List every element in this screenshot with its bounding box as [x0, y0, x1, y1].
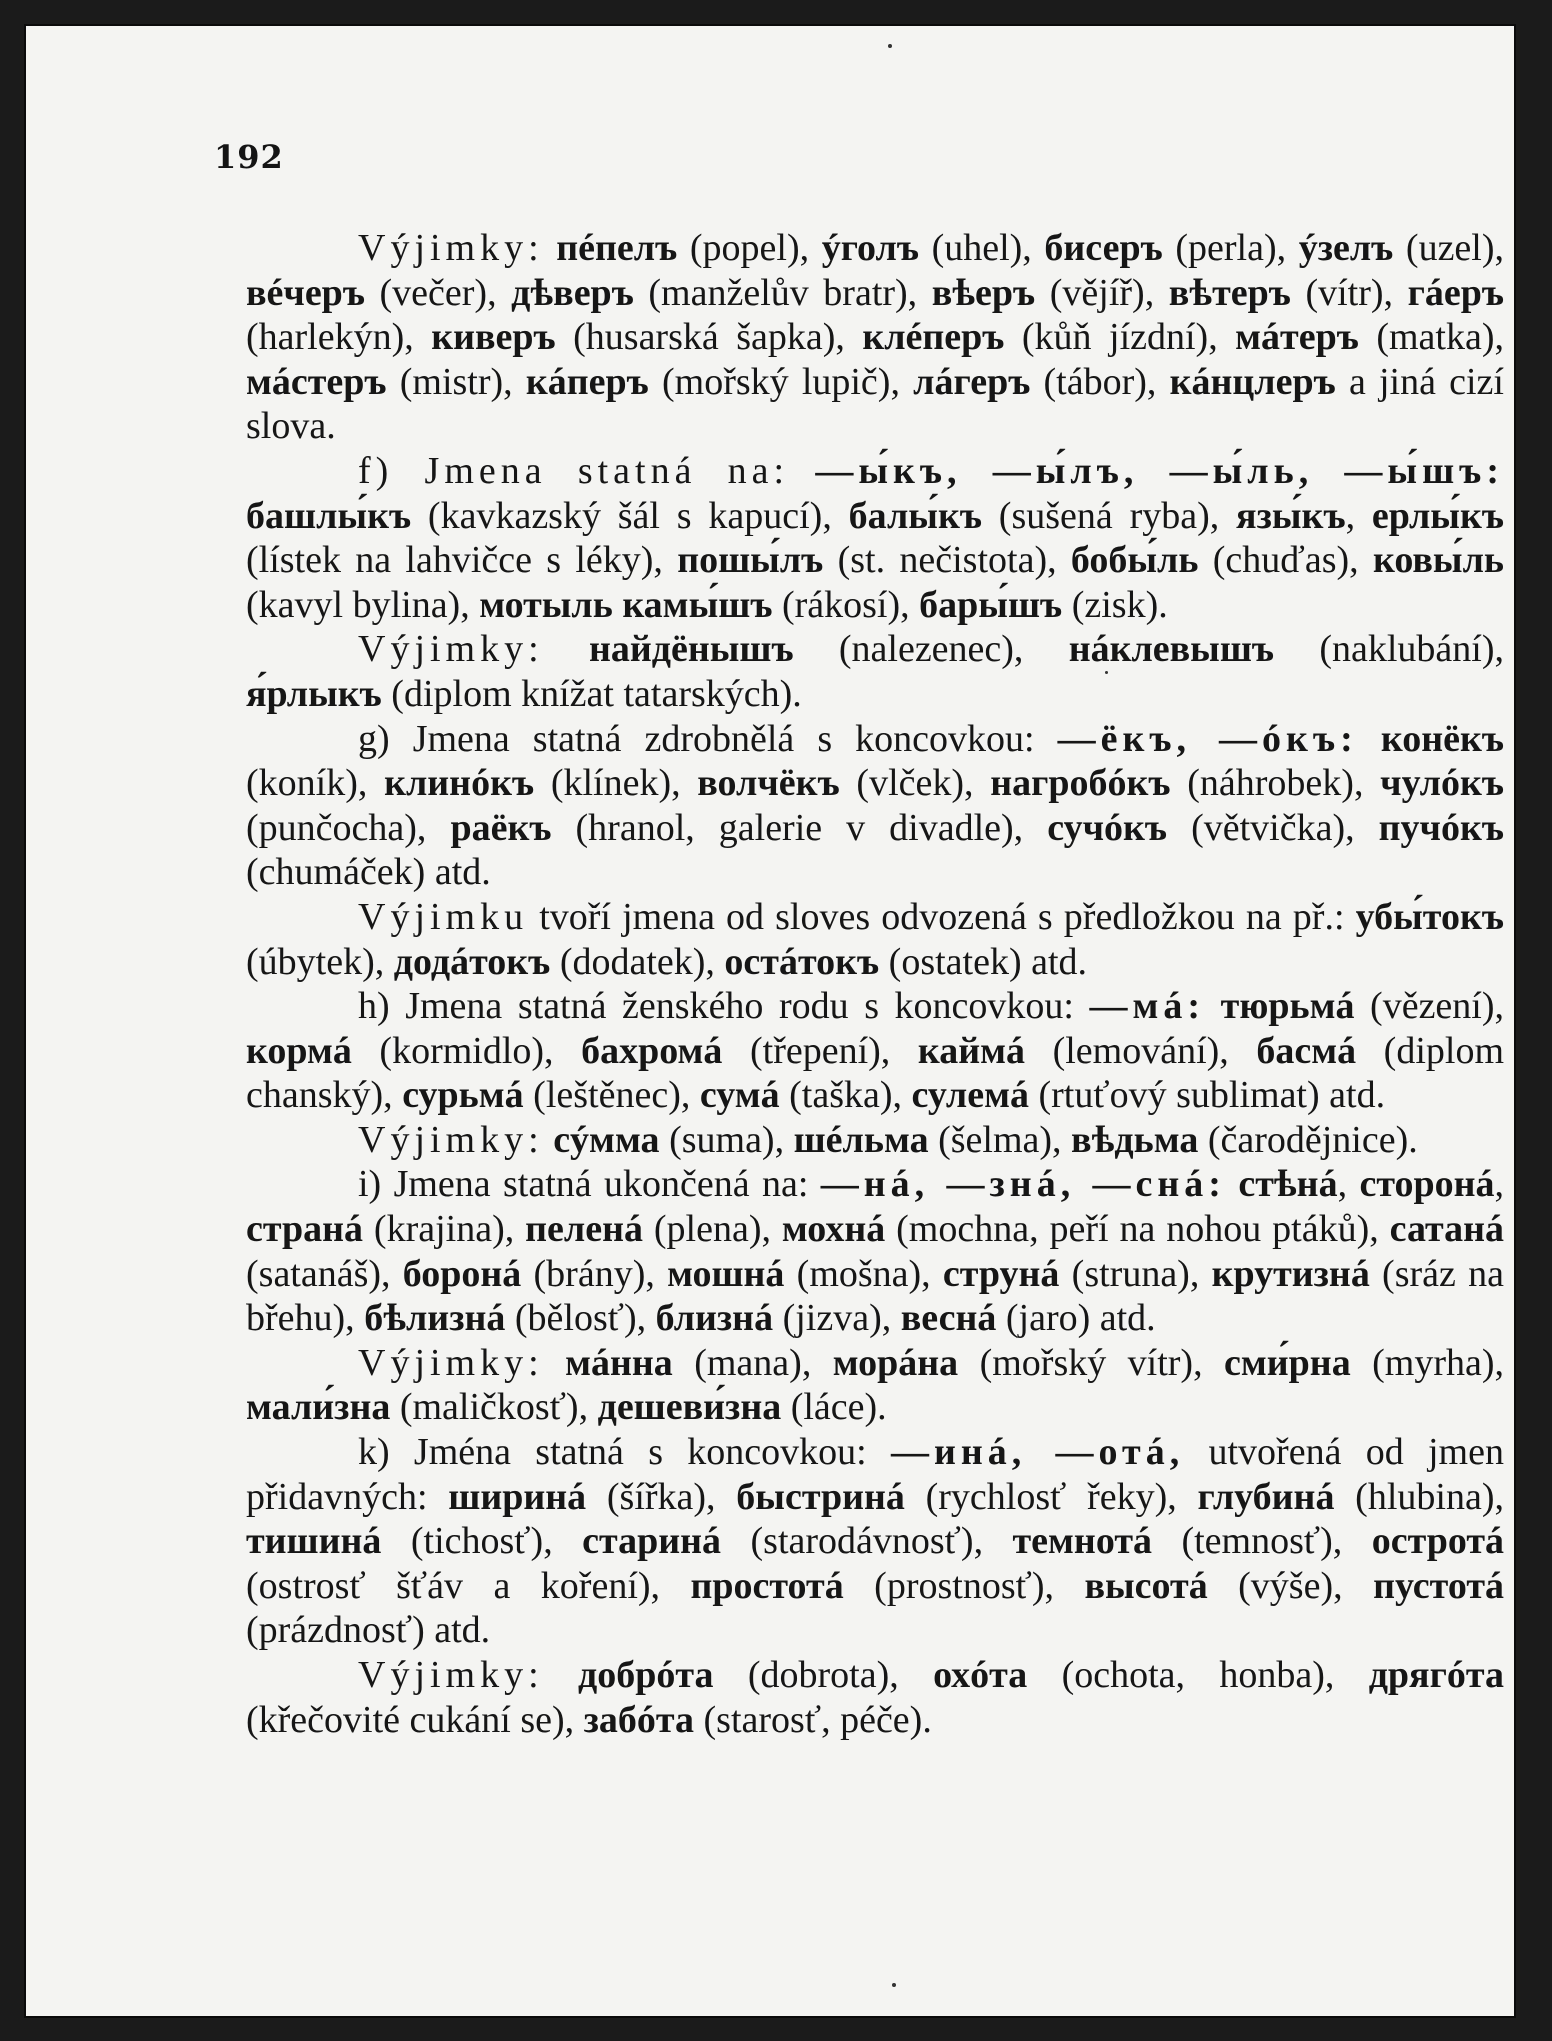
russian-term: убы́токъ: [1355, 895, 1504, 938]
russian-term: сýмма: [553, 1118, 660, 1161]
russian-term: стаpинá: [582, 1520, 722, 1563]
text-run: (chumáček) atd.: [246, 851, 491, 894]
russian-term: нагробóкъ: [990, 762, 1171, 805]
print-speck: [888, 44, 892, 48]
text-run: (větvička),: [1167, 806, 1379, 849]
russian-term: пучóкъ: [1378, 806, 1504, 849]
text-run: (dobrota),: [713, 1654, 934, 1696]
russian-term: —нá, —знá, —снá:: [820, 1163, 1226, 1206]
text-run: (koník),: [246, 762, 385, 805]
text-run: [544, 1342, 565, 1384]
text-run: (popel),: [677, 227, 822, 269]
paragraph: [246, 1653, 1504, 1742]
text-run: [544, 1119, 554, 1161]
text-run: (jizva),: [773, 1297, 901, 1340]
russian-term: морáна: [832, 1341, 959, 1384]
text-run: (suma),: [659, 1118, 794, 1161]
text-run: (diplom knížat tatarských).: [381, 672, 802, 715]
russian-term: тюрьмá: [1220, 985, 1355, 1028]
russian-term: сторонá: [1359, 1163, 1495, 1206]
russian-term: клéперъ: [862, 316, 1005, 359]
text-run: (ostatek) atd.: [879, 940, 1088, 983]
text-run: (rtuťový sublimat) atd.: [1029, 1074, 1386, 1117]
russian-term: темнотá: [1012, 1520, 1152, 1563]
text-run: [544, 1654, 578, 1696]
text-run: (brány),: [521, 1252, 668, 1295]
russian-term: пустотá: [1373, 1564, 1504, 1607]
russian-term: ерлы́къ: [1371, 494, 1504, 537]
text-run: (klínek),: [534, 762, 698, 805]
russian-term: камы́шъ: [622, 583, 773, 626]
text-run: (satanáš),: [246, 1252, 403, 1295]
russian-term: близнá: [655, 1297, 774, 1340]
russian-term: басмá: [1256, 1029, 1357, 1072]
text-run: (naklubání),: [1274, 628, 1504, 671]
text-run: (zisk).: [1062, 583, 1168, 626]
text-run: [613, 584, 623, 626]
russian-term: тишинá: [246, 1520, 382, 1563]
russian-term: струнá: [942, 1252, 1060, 1295]
text-run: ,: [1494, 1163, 1505, 1206]
text-run: (krajina),: [363, 1208, 526, 1251]
russian-term: сатанá: [1389, 1208, 1505, 1251]
text-run: (struna),: [1059, 1252, 1212, 1295]
book-page: [26, 26, 1514, 2016]
text-run: (vějíř),: [1035, 271, 1169, 314]
text-run: (prostnosť),: [843, 1564, 1085, 1607]
print-speck: [892, 1983, 896, 1987]
text-run: utvořená od jmen přidavných:: [246, 1431, 1504, 1518]
russian-term: мáтеръ: [1235, 316, 1359, 359]
text-run: (vítr),: [1290, 271, 1408, 314]
russian-term: веснá: [900, 1297, 997, 1340]
text-run: [1226, 1163, 1238, 1205]
russian-term: остáтокъ: [724, 940, 880, 983]
text-run: (myrha),: [1350, 1341, 1505, 1384]
russian-term: кормá: [246, 1029, 352, 1072]
paragraph: [246, 1341, 1504, 1430]
russian-term: крутизнá: [1211, 1252, 1370, 1295]
russian-term: пошы́лъ: [677, 539, 824, 582]
russian-term: мáстеръ: [246, 360, 387, 403]
text-run: (láce).: [781, 1386, 887, 1429]
paragraph: [246, 984, 1504, 1118]
russian-term: бобы́ль: [1070, 539, 1199, 582]
text-run: (šířka),: [586, 1475, 737, 1518]
russian-term: простотá: [690, 1564, 844, 1607]
text-run: [789, 450, 815, 492]
text-run: (šelma),: [928, 1118, 1072, 1161]
text-run: Výjimky:: [358, 1654, 544, 1696]
paragraph: [246, 449, 1504, 627]
russian-term: глубинá: [1197, 1475, 1335, 1518]
text-run: (lemování),: [1025, 1029, 1257, 1072]
russian-term: вéчеръ: [246, 271, 365, 314]
text-run: [1358, 718, 1381, 760]
paragraph: [246, 895, 1504, 984]
russian-term: сурьмá: [402, 1074, 524, 1117]
text-run: h) Jmena statná ženského rodu s koncovkou:: [358, 985, 1090, 1028]
russian-term: чулóкъ: [1380, 762, 1504, 805]
russian-term: башлы́къ: [246, 494, 412, 537]
russian-term: ширинá: [448, 1475, 587, 1518]
text-run: (ochota, honba),: [1027, 1654, 1369, 1696]
text-run: (diplom chanský),: [246, 1029, 1505, 1117]
text-run: (hranol, galerie v divadle),: [551, 806, 1048, 849]
russian-term: бисеръ: [1044, 227, 1163, 269]
russian-term: бары́шъ: [919, 583, 1063, 626]
russian-term: —инá, —отá,: [890, 1431, 1185, 1474]
russian-term: охóта: [933, 1654, 1028, 1696]
russian-term: сулемá: [911, 1074, 1029, 1117]
text-run: (uzel),: [1393, 227, 1505, 269]
russian-term: остротá: [1371, 1520, 1504, 1563]
russian-term: мáнна: [565, 1341, 673, 1384]
text-run: i) Jmena statná ukončená na:: [358, 1163, 821, 1206]
text-run: (starosť, péče).: [694, 1698, 932, 1741]
russian-term: найдёнышъ: [588, 628, 794, 671]
russian-term: стѣнá: [1238, 1163, 1338, 1206]
text-run: (třepení),: [722, 1029, 918, 1072]
text-run: (dodatek),: [550, 940, 725, 983]
text-run: k) Jména statná s koncovkou:: [358, 1431, 891, 1474]
russian-term: додáтокъ: [393, 940, 551, 983]
text-run: (sušená ryba),: [982, 494, 1237, 537]
text-run: (mořský vítr),: [958, 1341, 1225, 1384]
text-run: (večer),: [364, 271, 512, 314]
text-run: (čarodějnice).: [1198, 1118, 1418, 1161]
russian-term: ковы́ль: [1372, 539, 1505, 582]
text-run: (mana),: [672, 1341, 833, 1384]
russian-term: забóта: [583, 1698, 695, 1741]
russian-term: шéльма: [793, 1118, 929, 1161]
text-run: (taška),: [779, 1074, 912, 1117]
text-run: (husarská šapka),: [555, 316, 863, 359]
text-run: tvoří jmena od sloves odvozená s předložkou na př.:: [528, 895, 1356, 938]
russian-term: сумá: [699, 1074, 780, 1117]
text-run: (punčocha),: [246, 806, 451, 849]
russian-term: —ы́къ, —ы́лъ, —ы́ль, —ы́шъ:: [815, 449, 1504, 492]
text-run: (lístek na lahvičce s léky),: [246, 539, 678, 582]
text-run: (ostrosť šťáv a koření),: [246, 1564, 691, 1607]
russian-term: дрягóта: [1368, 1654, 1505, 1696]
paragraph: [246, 627, 1504, 716]
text-run: Výjimku: [358, 895, 529, 938]
text-run: (vězení),: [1354, 985, 1505, 1028]
russian-term: боронá: [402, 1252, 522, 1295]
page-number: 192: [214, 138, 284, 176]
text-run: [544, 628, 589, 670]
text-run: (vlček),: [839, 762, 991, 805]
russian-term: я́рлыкъ: [246, 672, 382, 715]
text-run: (mochna, peří na nohou ptáků),: [885, 1208, 1390, 1251]
russian-term: лáгеръ: [913, 360, 1031, 403]
russian-term: нáклевышъ: [1068, 628, 1275, 671]
print-speck: [1105, 671, 1108, 674]
text-run: a jiná cizí slova.: [246, 360, 1504, 448]
text-run: (mořský lupič),: [648, 360, 914, 403]
page-text: [246, 226, 1504, 1742]
russian-term: бѣлизнá: [364, 1297, 506, 1340]
text-run: (mošna),: [784, 1252, 943, 1295]
russian-term: мотыль: [479, 583, 613, 626]
text-run: f) Jmena statná na:: [358, 449, 790, 492]
paragraph: [246, 1430, 1504, 1653]
russian-term: быстринá: [736, 1475, 905, 1518]
russian-term: мали́зна: [246, 1386, 391, 1429]
text-run: (rákosí),: [772, 583, 920, 626]
paragraph: [246, 1162, 1504, 1340]
russian-term: вѣдьма: [1071, 1118, 1199, 1161]
paragraph: [246, 717, 1504, 895]
text-run: (bělosť),: [505, 1297, 656, 1340]
text-run: (nalezenec),: [793, 628, 1069, 671]
russian-term: пеленá: [525, 1208, 643, 1251]
text-run: (sráz na břehu),: [246, 1252, 1504, 1340]
russian-term: клинóкъ: [384, 762, 535, 805]
russian-term: сми́рна: [1224, 1341, 1351, 1384]
text-run: (rychlosť řeky),: [904, 1475, 1198, 1518]
russian-term: каймá: [917, 1029, 1025, 1072]
text-run: (uhel),: [918, 227, 1045, 269]
russian-term: дѣверъ: [511, 271, 634, 314]
russian-term: —ёкъ, —óкъ:: [1057, 717, 1358, 760]
text-run: [1205, 985, 1221, 1027]
text-run: (kormidlo),: [351, 1029, 582, 1072]
russian-term: киверъ: [431, 316, 556, 359]
text-run: (starodávnosť),: [721, 1520, 1013, 1563]
text-run: g) Jmena statná zdrobnělá s koncovkou:: [358, 717, 1058, 760]
russian-term: гáеръ: [1407, 271, 1504, 314]
russian-term: язы́къ: [1236, 494, 1346, 537]
russian-term: мошнá: [667, 1252, 785, 1295]
text-run: ,: [1345, 494, 1372, 537]
text-run: Výjimky:: [358, 1341, 544, 1384]
russian-term: ýзелъ: [1298, 227, 1394, 269]
russian-term: высотá: [1084, 1564, 1208, 1607]
russian-term: раёкъ: [450, 806, 552, 849]
text-run: (úbytek),: [246, 940, 394, 983]
text-run: Výjimky:: [358, 628, 544, 671]
text-run: (harlekýn),: [246, 316, 432, 359]
text-run: [544, 227, 557, 269]
text-run: ,: [1337, 1163, 1360, 1206]
text-run: (plena),: [643, 1208, 782, 1251]
text-run: (tábor),: [1030, 360, 1170, 403]
text-run: (tichosť),: [381, 1520, 583, 1563]
russian-term: ýголъ: [821, 227, 919, 269]
paragraph: [246, 1118, 1504, 1163]
russian-term: кáнцлеръ: [1169, 360, 1336, 403]
text-run: (matka),: [1358, 316, 1504, 359]
russian-term: балы́къ: [848, 494, 982, 537]
russian-term: пéпелъ: [556, 227, 678, 269]
text-run: (perla),: [1162, 227, 1299, 269]
text-run: (st. nečistota),: [823, 539, 1071, 582]
text-run: (kůň jízdní),: [1004, 316, 1236, 359]
russian-term: вѣеръ: [931, 271, 1036, 314]
text-run: (hlubina),: [1334, 1475, 1504, 1518]
text-run: Výjimky:: [358, 1118, 544, 1161]
russian-term: волчёкъ: [697, 762, 840, 805]
text-run: (temnosť),: [1152, 1520, 1372, 1563]
paragraph: [246, 226, 1504, 449]
russian-term: бахромá: [581, 1029, 723, 1072]
text-run: (prázdnosť) atd.: [246, 1609, 491, 1652]
text-run: Výjimky:: [358, 227, 544, 269]
russian-term: конёкъ: [1380, 717, 1505, 760]
text-run: (leštěnec),: [523, 1074, 700, 1117]
text-run: (kavkazský šál s kapucí),: [411, 494, 849, 537]
text-run: (mistr),: [386, 360, 526, 403]
russian-term: странá: [246, 1208, 364, 1251]
russian-term: кáперъ: [525, 360, 649, 403]
text-run: (kavyl bylina),: [246, 583, 480, 626]
text-run: (křečovité cukání se),: [246, 1698, 584, 1741]
text-run: (maličkosť),: [390, 1386, 598, 1429]
russian-term: мохнá: [781, 1208, 886, 1251]
text-run: (manželův bratr),: [633, 271, 932, 314]
text-run: (jaro) atd.: [996, 1297, 1156, 1340]
russian-term: вѣтеръ: [1168, 271, 1291, 314]
russian-term: сучóкъ: [1047, 806, 1168, 849]
russian-term: добрóта: [578, 1654, 714, 1696]
russian-term: дешеви́зна: [597, 1386, 782, 1429]
text-run: (výše),: [1207, 1564, 1374, 1607]
text-run: (náhrobek),: [1170, 762, 1381, 805]
text-run: (chuďas),: [1198, 539, 1373, 582]
russian-term: —мá:: [1089, 985, 1206, 1028]
